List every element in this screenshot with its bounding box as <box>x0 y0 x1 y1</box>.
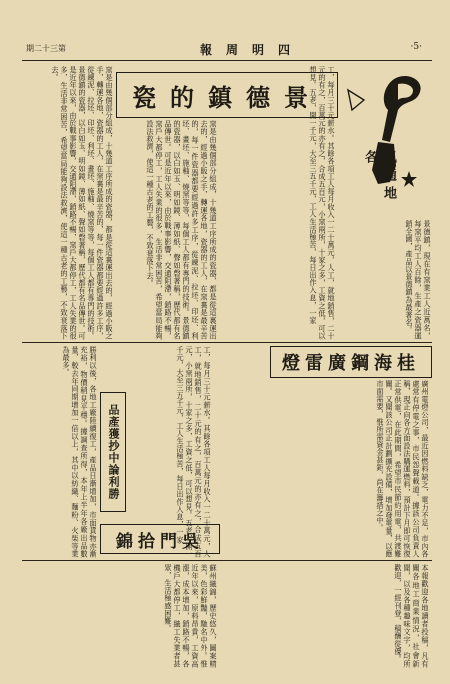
top-right-article: 工，每月三十元薪水。其餘各項工人每月收入一二十萬元，人工，就地銷售，二十元的有之，百萬元的亦有之，合成五百元，小窯兩所，十家之多，工資之低，可以想見。五老，開一千元，大至三五千元，工人生活極苦，每日出作入息，一家 <box>309 66 336 340</box>
lamp-headline: 燈雷廣鋼海桂 <box>270 346 432 378</box>
bottom-misc: 本報歡迎各地讀者投稿，凡有關各地工商業情況，社會新聞，以及各種趣味文字，均所歡迎，一經刊登，稿酬從優。 <box>394 564 430 668</box>
dispatch-side-text: 景德鎮，現在有窯業工人近萬名，每窯平均工人百餘，生產之瓷器運銷全國，產品以景德鎮為最著名。 <box>405 220 432 340</box>
star-icon <box>400 170 418 188</box>
header-rule <box>22 60 432 61</box>
middle-rule <box>22 342 432 343</box>
porcelain-body: 窯是由幾個部分組成，十幾道工序所成的瓷器，都是從這裏運出去的，經過小販之手，轉運各地，瓷器的工人，在窯裏是最辛苦的，每一件瓷器都要經過許多工序，從練泥、拉坯、印坯、利坯、畫坯、施釉、燒窯等等，每個工人都有專門的技術。景德鎮的瓷器，以白如玉、明如鏡、薄如紙、聲如磬著稱，歷代都有名品傳世。可是近年以來，由於戰事影響，交通阻滯，銷路不暢，窯戶大都停工，工人失業的很多，生活非常困苦，希望當局能夠設法救濟，使這一種古老的工藝，不致衰落下去。 <box>146 120 218 340</box>
lower-rule <box>22 560 432 561</box>
brocade-body: 蘇州織錦，歷史悠久，圖案精美，色彩鮮豔，馳名中外。惟近年以來，原料昂貴，工資高漲，成本增加，銷路不暢，各機戶大都停工，織工失業者甚眾，生活極感困難。 <box>164 564 218 668</box>
lamp-continued: 工，每月三十元薪水。其餘各項工人每月收入一二十萬元，人工，就地銷售，二十元的有之，百萬元的亦有之，合成五百元，小窯兩所，十家之多，工資之低，可以想見。五老，開一千元，大至三五千元，工人生活極苦，每日出作入息，一家 <box>176 346 212 558</box>
issue-number: 期二十三第 <box>26 44 66 53</box>
page-header <box>20 40 432 58</box>
porcelain-headline: 瓷的鎮德景 <box>116 72 338 118</box>
lamp-body: 廣州電燈公司，最近因燃料缺乏，電力不足，市內各處常有停電之事，市民怨聲載道。據該公司負責人稱，現正向各方面設法購運燃料，預計下月即可恢復正常供電，在此期間，希望市民節約用電，共渡難關。又聞該公司正計劃擴充設備，增加發電量，以應市面需要，惟所需資金甚鉅，尚在籌措之中。 <box>376 380 430 558</box>
dispatch-headline: 訊通地各 <box>362 150 396 204</box>
paper-title: 報周明四 <box>200 43 305 57</box>
brocade-headline: 錦拾門吳 <box>100 524 220 554</box>
spider-headline: 品產獲抄中論利勝 <box>100 392 126 512</box>
spider-body: 勝利以後，各地工廠陸續復工，產品日漸增加，市面貨物亦漸充裕，物價稍見平穩。據調查所得，本年上半年各廠出品數量，較去年同期增加一倍以上，其中以紡織、麵粉、火柴等業為最多。 <box>62 346 98 558</box>
porcelain-left-text: 窯是由幾個部分組成，十幾道工序所成的瓷器，都是從這裏運出去的，經過小販之手，轉運各地，瓷器的工人，在窯裏是最辛苦的，每一件瓷器都要經過許多工序，從練泥、拉坯、印坯、利坯、畫坯、施釉、燒窯等等，每個工人都有專門的技術。景德鎮的瓷器，以白如玉、明如鏡、薄如紙、聲如磬著稱，歷代都有名品傳世。可是近年以來，由於戰事影響，交通阻滯，銷路不暢，窯戶大都停工，工人失業的很多，生活非常困苦，希望當局能夠設法救濟，使這一種古老的工藝，不致衰落下去。 <box>51 66 114 340</box>
page-number: ·5· <box>410 42 422 52</box>
